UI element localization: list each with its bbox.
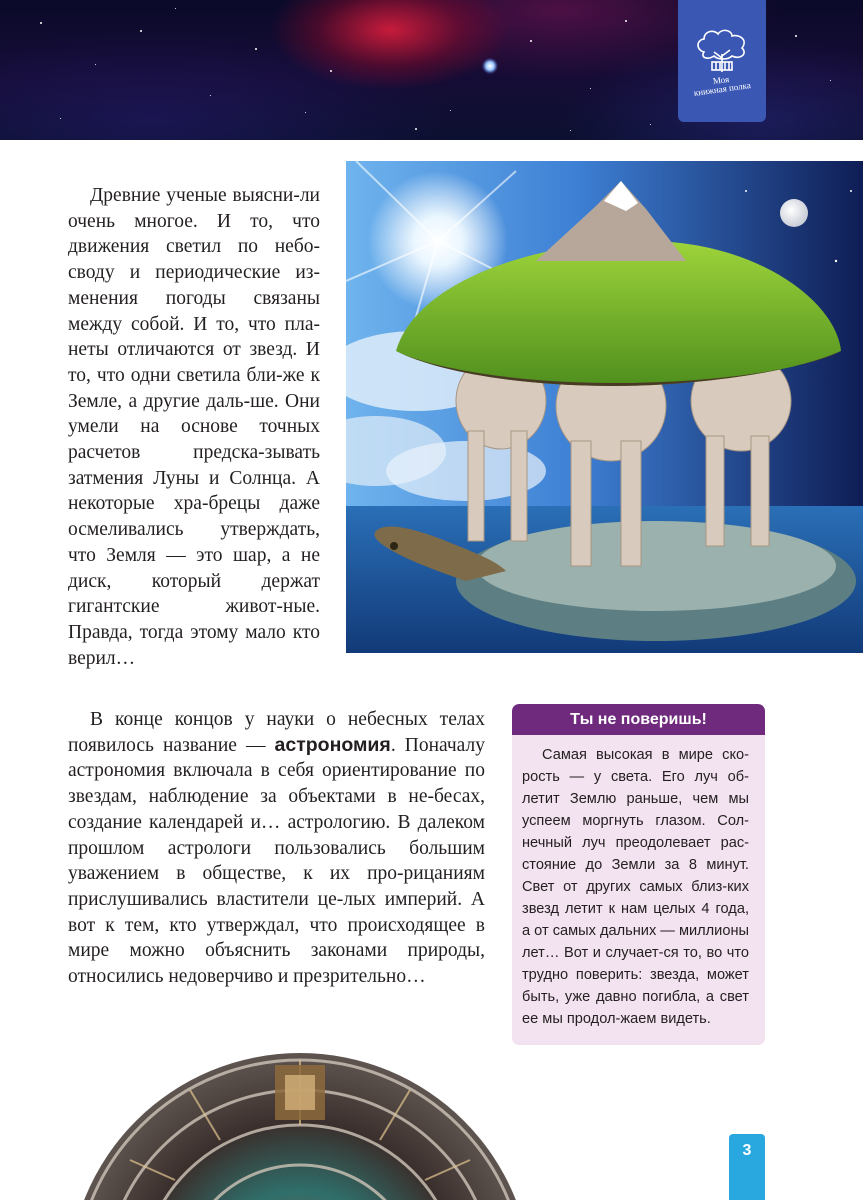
intro-paragraph bbox=[68, 183, 320, 671]
page-number: 3 bbox=[729, 1134, 765, 1200]
publisher-logo bbox=[678, 0, 766, 122]
fact-box-text-wrapper bbox=[512, 735, 765, 1030]
astronomy-paragraph bbox=[68, 707, 485, 990]
aztec-calendar-image bbox=[70, 1030, 530, 1200]
space-banner bbox=[0, 0, 863, 140]
paragraph-text-end: . Поначалу астрономия включала в себя ориентирование по звездам, наблюдение за объектами в не-бесах, создание календарей и… астрологию. В далеком прошлом астрологи пользовались большим уважением в обществе, к их про-рицаниям прислушивались властители це-лых империй. А вот к тем, кто утверждал, что происходящее в мире можно объяснить законами природы, относились недоверчиво и презрительно… bbox=[68, 734, 485, 988]
astronomy-term: астрономия bbox=[274, 733, 391, 756]
paragraph-text: Древние ученые выясни-ли очень многое. И то, что движения светил по небо-своду и периодические из-менения погоды связаны между собой. И то, что пла-неты отличаются от звезд. И то, что одни светила бли-же к Земле, а другие даль-ше. Они умели на основе точных расчетов предска-зывать затмения Луны и Солнца. А некоторые хра-брецы даже осмеливались утверждать, что Земля — это шар, а не диск, который держат гигантские живот-ные. Правда, тогда этому мало кто верил… bbox=[68, 185, 320, 669]
bright-star bbox=[482, 58, 498, 74]
tree-bookshelf-icon bbox=[692, 28, 752, 74]
fact-box-text: Самая высокая в мире ско-рость — у света. Его луч об-летит Землю раньше, чем мы успеем моргнуть глазом. Сол-нечный луч преодолевает рас-стояние до Земли за 8 минут. Свет от других самых близ-ких звезд летит к нам целых 4 года, а от самых дальних — миллионы лет… Вот и случает-ся то, во что трудно поверить: звезда, может быть, уже давно погибла, а свет ее мы продол-жаем видеть. bbox=[522, 747, 749, 1027]
paragraph-text-start: В конце концов у науки о небесных телах появилось название — bbox=[68, 709, 485, 756]
fact-box-title: Ты не поверишь! bbox=[512, 704, 765, 735]
logo-text: Моя книжная полка bbox=[693, 73, 752, 98]
fact-box bbox=[512, 704, 765, 1045]
flat-earth-illustration bbox=[346, 161, 863, 653]
